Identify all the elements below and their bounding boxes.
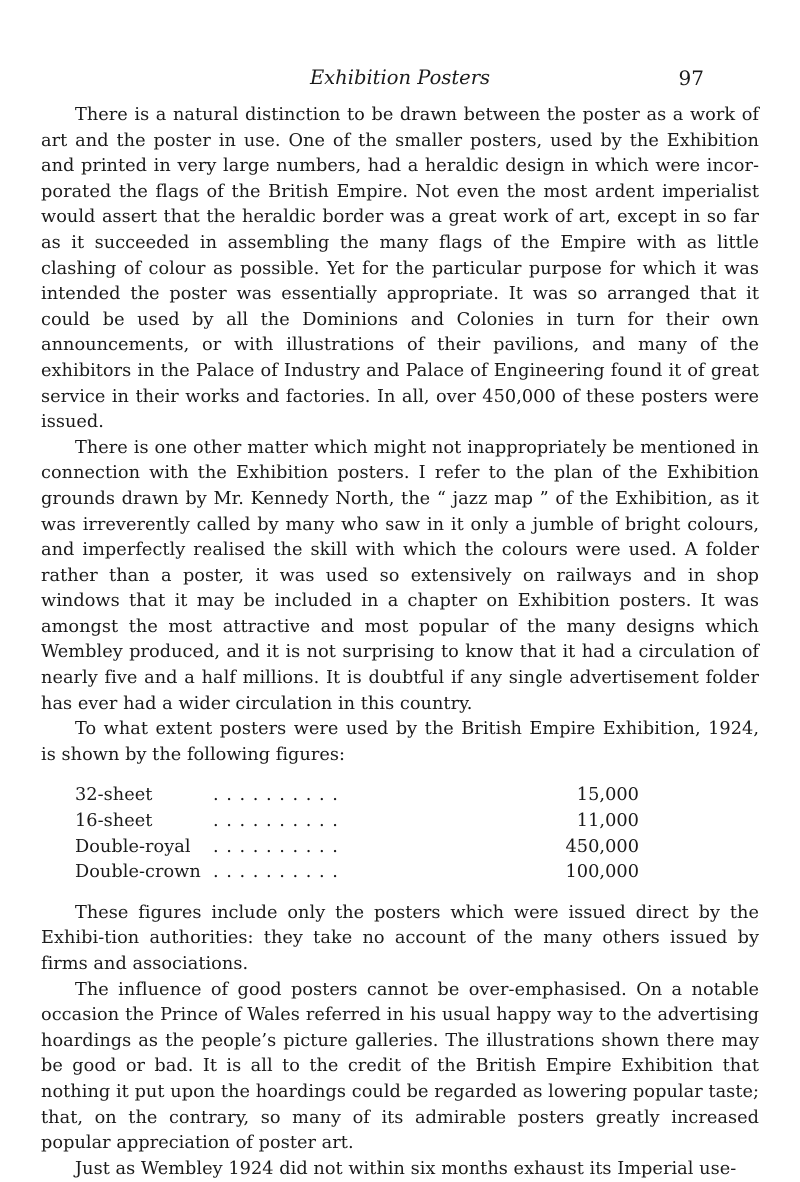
table-row: [75, 835, 639, 861]
paragraph: There is one other matter which might not inappropriately be mentioned in connection with the Exhibition posters. I refer to the plan of the Exhibition grounds drawn by Mr. Kennedy North, the “ jazz map ” of the Exhibition, as it was irreverently called by many who saw in it only a jumble of bright colours, and imperfectly realised the skill with which the colours were used. A folder rather than a poster, it was used so extensively on railways and in shop windows that it may be included in a chapter on Exhibition posters. It was amongst the most attractive and most popular of the many designs which Wembley produced, and it is not surprising to know that it had a circulation of nearly five and a half millions. It is doubtful if any single advertisement folder has ever had a wider circulation in this country.: [41, 437, 759, 714]
running-title: Exhibition Posters: [309, 66, 491, 89]
poster-size: 16-sheet: [75, 811, 153, 832]
poster-count: 100,000: [565, 862, 639, 883]
paragraph: To what extent posters were used by the British Empire Exhibition, 1924, is shown by the following figures:: [41, 719, 759, 765]
poster-size: Double-royal: [75, 836, 191, 857]
table-row: [75, 860, 639, 886]
paragraph: There is a natural distinction to be drawn between the poster as a work of art and the poster in use. One of the smaller posters, used by the Exhibition and printed in very large numbers, had a heraldic design in which were incor-porated the flags of the British Empire. Not even the most ardent imperialist would assert that the heraldic border was a great work of art, except in so far as it succeeded in assembling the many flags of the Empire with as little clashing of colour as possible. Yet for the particular purpose for which it was intended the poster was essentially appropriate. It was so arranged that it could be used by all the Dominions and Colonies in turn for their own announcements, or with illustrations of their pavilions, and many of the exhibitors in the Palace of Industry and Palace of Engineering found it of great service in their works and factories. In all, over 450,000 of these posters were issued.: [41, 105, 759, 433]
poster-count: 450,000: [565, 836, 639, 857]
poster-size: Double-crown: [75, 862, 201, 883]
leader-dots: . . . . . . . . . .: [213, 785, 339, 806]
paragraph: These figures include only the posters which were issued direct by the Exhibi-tion authorities: they take no account of the many others issued by firms and associations.: [41, 902, 759, 974]
page-number: 97: [678, 66, 704, 90]
body-text: [41, 103, 759, 1182]
poster-count: 15,000: [576, 785, 639, 806]
paragraph: Just as Wembley 1924 did not within six months exhaust its Imperial use-: [75, 1158, 737, 1179]
leader-dots: . . . . . . . . . .: [213, 811, 339, 832]
figures-table: [75, 783, 639, 885]
table-row: [75, 783, 639, 809]
page-header: [0, 66, 800, 96]
leader-dots: . . . . . . . . . .: [213, 862, 339, 883]
table-row: [75, 809, 639, 835]
leader-dots: . . . . . . . . . .: [213, 836, 339, 857]
poster-size: 32-sheet: [75, 785, 153, 806]
poster-count: 11,000: [576, 811, 639, 832]
paragraph: The influence of good posters cannot be over-emphasised. On a notable occasion the Prince of Wales referred in his usual happy way to the advertising hoardings as the people’s picture galleries. The illustrations shown there may be good or bad. It is all to the credit of the British Empire Exhibition that nothing it put upon the hoardings could be regarded as lowering popular taste; that, on the contrary, so many of its admirable posters greatly increased popular appreciation of poster art.: [41, 979, 759, 1154]
